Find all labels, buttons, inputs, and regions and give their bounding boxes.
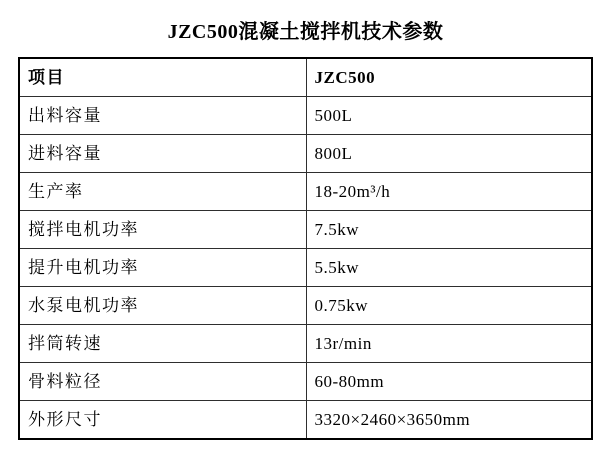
param-value: 3320×2460×3650mm [306, 401, 592, 440]
param-value: 60-80mm [306, 363, 592, 401]
param-name: 生产率 [19, 173, 306, 211]
param-name: 外形尺寸 [19, 401, 306, 440]
table-row [19, 287, 592, 325]
table-row [19, 135, 592, 173]
table-row [19, 401, 592, 440]
param-name: 骨料粒径 [19, 363, 306, 401]
param-value: 800L [306, 135, 592, 173]
param-name: 提升电机功率 [19, 249, 306, 287]
param-value: 500L [306, 97, 592, 135]
table-row [19, 325, 592, 363]
table-row [19, 249, 592, 287]
table-row [19, 211, 592, 249]
param-name: 出料容量 [19, 97, 306, 135]
param-name: 水泵电机功率 [19, 287, 306, 325]
table-header-row [19, 58, 592, 97]
param-name: 进料容量 [19, 135, 306, 173]
param-value: 13r/min [306, 325, 592, 363]
table-row [19, 173, 592, 211]
table-row [19, 363, 592, 401]
page-title: JZC500混凝土搅拌机技术参数 [167, 21, 444, 43]
col-header-model: JZC500 [306, 58, 592, 97]
param-value: 5.5kw [306, 249, 592, 287]
spec-table [18, 57, 593, 440]
param-value: 18-20m³/h [306, 173, 592, 211]
param-value: 0.75kw [306, 287, 592, 325]
table-row [19, 97, 592, 135]
param-name: 拌筒转速 [19, 325, 306, 363]
col-header-item: 项目 [19, 58, 306, 97]
param-value: 7.5kw [306, 211, 592, 249]
param-name: 搅拌电机功率 [19, 211, 306, 249]
